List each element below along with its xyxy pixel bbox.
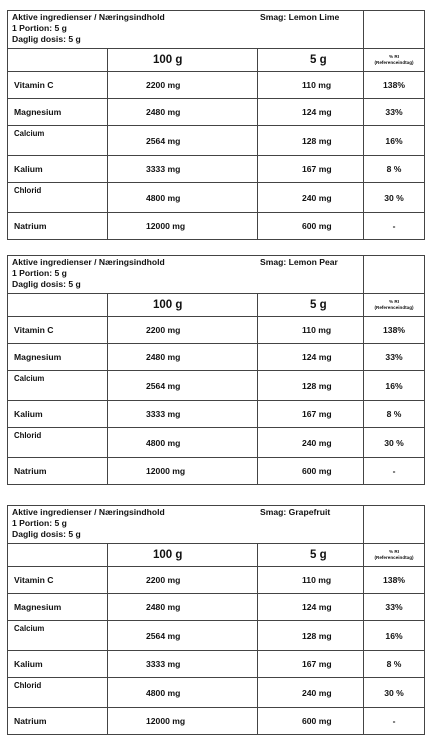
column-header-ri	[364, 294, 425, 317]
ri-percentage: -	[364, 213, 425, 240]
value-per-100g: 4800 mg	[108, 678, 258, 708]
value-per-100g: 2480 mg	[108, 99, 258, 126]
value-per-5g: 110 mg	[258, 72, 364, 99]
nutrient-name: Vitamin C	[8, 72, 108, 99]
column-header-100g: 100 g	[108, 49, 258, 72]
ri-percentage: 16%	[364, 126, 425, 156]
nutrient-name: Chlorid	[8, 428, 108, 458]
ri-sublabel: (Referenceindtag)	[374, 555, 414, 560]
value-per-100g: 3333 mg	[108, 651, 258, 678]
value-per-5g: 167 mg	[258, 156, 364, 183]
daily-dose-info: Daglig dosis: 5 g	[12, 529, 81, 539]
nutrient-name: Kalium	[8, 401, 108, 428]
daily-dose-info: Daglig dosis: 5 g	[12, 279, 81, 289]
table-row-kalium	[8, 156, 425, 183]
value-per-5g: 600 mg	[258, 458, 364, 485]
ri-percentage: 16%	[364, 621, 425, 651]
column-header-100g: 100 g	[108, 544, 258, 567]
column-header-empty	[8, 544, 108, 567]
value-per-5g: 167 mg	[258, 651, 364, 678]
value-per-5g: 110 mg	[258, 317, 364, 344]
table-row-calcium	[8, 371, 425, 401]
table-header-row	[8, 506, 425, 544]
header-title: Aktive ingredienser / Næringsindhold	[12, 507, 165, 517]
nutrient-name: Natrium	[8, 213, 108, 240]
header-title: Aktive ingredienser / Næringsindhold	[12, 12, 165, 22]
value-per-5g: 600 mg	[258, 213, 364, 240]
table-row-chlorid	[8, 183, 425, 213]
ri-label: % RI	[389, 549, 400, 554]
table-row-chlorid	[8, 428, 425, 458]
table-row-magnesium	[8, 344, 425, 371]
nutrient-name: Magnesium	[8, 99, 108, 126]
ri-percentage: 8 %	[364, 651, 425, 678]
value-per-100g: 2480 mg	[108, 594, 258, 621]
column-header-ri	[364, 49, 425, 72]
table-header-cell	[8, 11, 364, 49]
ri-percentage: 30 %	[364, 428, 425, 458]
column-header-ri	[364, 544, 425, 567]
ri-label: % RI	[389, 299, 400, 304]
ri-percentage: 138%	[364, 567, 425, 594]
header-empty-cell	[364, 11, 425, 49]
nutrient-name: Magnesium	[8, 344, 108, 371]
header-empty-cell	[364, 256, 425, 294]
flavor-label: Smag: Lemon Pear	[260, 257, 338, 267]
table-row-kalium	[8, 651, 425, 678]
nutrient-name: Chlorid	[8, 183, 108, 213]
nutrient-name: Kalium	[8, 651, 108, 678]
table-row-kalium	[8, 401, 425, 428]
daily-dose-info: Daglig dosis: 5 g	[12, 34, 81, 44]
header-title: Aktive ingredienser / Næringsindhold	[12, 257, 165, 267]
ri-sublabel: (Referenceindtag)	[374, 305, 414, 310]
value-per-100g: 12000 mg	[108, 213, 258, 240]
ri-percentage: 138%	[364, 72, 425, 99]
ri-percentage: 33%	[364, 594, 425, 621]
table-row-chlorid	[8, 678, 425, 708]
column-header-empty	[8, 49, 108, 72]
nutrient-name: Chlorid	[8, 678, 108, 708]
value-per-100g: 4800 mg	[108, 428, 258, 458]
value-per-5g: 240 mg	[258, 183, 364, 213]
ri-percentage: -	[364, 708, 425, 735]
ri-label: % RI	[389, 54, 400, 59]
value-per-5g: 110 mg	[258, 567, 364, 594]
ri-percentage: 33%	[364, 99, 425, 126]
value-per-100g: 12000 mg	[108, 708, 258, 735]
ri-percentage: 16%	[364, 371, 425, 401]
ri-percentage: 30 %	[364, 183, 425, 213]
flavor-label: Smag: Grapefruit	[260, 507, 331, 517]
ri-percentage: 138%	[364, 317, 425, 344]
nutrient-name: Calcium	[8, 126, 108, 156]
ri-percentage: 8 %	[364, 401, 425, 428]
table-row-calcium	[8, 621, 425, 651]
value-per-100g: 2480 mg	[108, 344, 258, 371]
table-row-vitamin-c	[8, 72, 425, 99]
value-per-5g: 128 mg	[258, 371, 364, 401]
table-header-cell	[8, 506, 364, 544]
value-per-100g: 2564 mg	[108, 621, 258, 651]
ri-percentage: 33%	[364, 344, 425, 371]
nutrient-name: Vitamin C	[8, 317, 108, 344]
nutrition-table	[7, 10, 424, 240]
column-header-100g: 100 g	[108, 294, 258, 317]
value-per-100g: 4800 mg	[108, 183, 258, 213]
portion-info: 1 Portion: 5 g	[12, 23, 67, 33]
value-per-5g: 167 mg	[258, 401, 364, 428]
value-per-100g: 3333 mg	[108, 401, 258, 428]
table-header-row	[8, 256, 425, 294]
value-per-100g: 3333 mg	[108, 156, 258, 183]
nutrient-name: Calcium	[8, 621, 108, 651]
value-per-5g: 600 mg	[258, 708, 364, 735]
value-per-5g: 240 mg	[258, 678, 364, 708]
column-header-row	[8, 544, 425, 567]
table-header-row	[8, 11, 425, 49]
table-row-natrium	[8, 708, 425, 735]
nutrient-name: Natrium	[8, 458, 108, 485]
column-header-row	[8, 49, 425, 72]
column-header-5g: 5 g	[258, 544, 364, 567]
ri-percentage: -	[364, 458, 425, 485]
value-per-100g: 2200 mg	[108, 317, 258, 344]
nutrition-table	[7, 505, 424, 735]
nutrient-name: Magnesium	[8, 594, 108, 621]
value-per-100g: 2200 mg	[108, 72, 258, 99]
value-per-100g: 2564 mg	[108, 371, 258, 401]
nutrient-name: Kalium	[8, 156, 108, 183]
table-row-calcium	[8, 126, 425, 156]
header-empty-cell	[364, 506, 425, 544]
flavor-label: Smag: Lemon Lime	[260, 12, 340, 22]
table-row-natrium	[8, 213, 425, 240]
value-per-5g: 124 mg	[258, 594, 364, 621]
nutrient-name: Vitamin C	[8, 567, 108, 594]
ri-percentage: 8 %	[364, 156, 425, 183]
portion-info: 1 Portion: 5 g	[12, 518, 67, 528]
value-per-100g: 12000 mg	[108, 458, 258, 485]
value-per-5g: 128 mg	[258, 126, 364, 156]
value-per-100g: 2564 mg	[108, 126, 258, 156]
value-per-5g: 124 mg	[258, 344, 364, 371]
portion-info: 1 Portion: 5 g	[12, 268, 67, 278]
value-per-100g: 2200 mg	[108, 567, 258, 594]
table-row-vitamin-c	[8, 567, 425, 594]
column-header-row	[8, 294, 425, 317]
column-header-5g: 5 g	[258, 49, 364, 72]
value-per-5g: 240 mg	[258, 428, 364, 458]
value-per-5g: 124 mg	[258, 99, 364, 126]
nutrition-table	[7, 255, 424, 485]
ri-percentage: 30 %	[364, 678, 425, 708]
table-header-cell	[8, 256, 364, 294]
table-row-natrium	[8, 458, 425, 485]
column-header-empty	[8, 294, 108, 317]
table-row-vitamin-c	[8, 317, 425, 344]
value-per-5g: 128 mg	[258, 621, 364, 651]
column-header-5g: 5 g	[258, 294, 364, 317]
table-row-magnesium	[8, 99, 425, 126]
table-row-magnesium	[8, 594, 425, 621]
ri-sublabel: (Referenceindtag)	[374, 60, 414, 65]
nutrient-name: Calcium	[8, 371, 108, 401]
nutrient-name: Natrium	[8, 708, 108, 735]
